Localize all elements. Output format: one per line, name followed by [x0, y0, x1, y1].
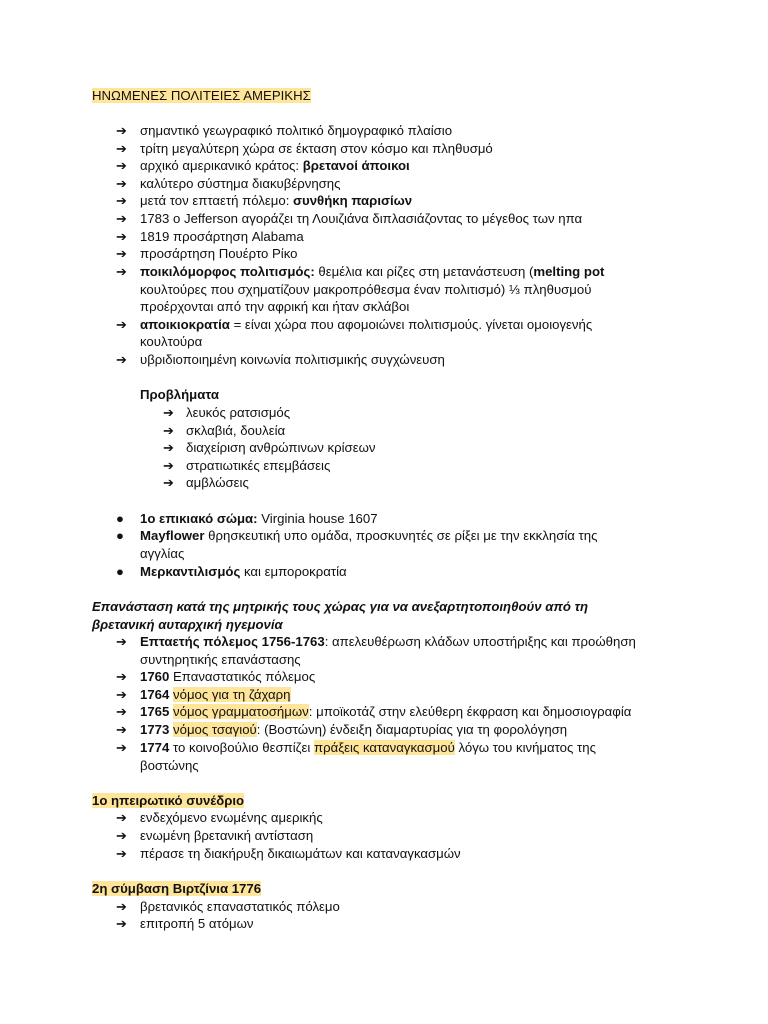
- section-heading: 2η σύμβαση Βιρτζίνια 1776: [92, 881, 262, 896]
- arrow-icon: ➔: [116, 158, 128, 173]
- arrow-icon: ➔: [116, 246, 128, 261]
- list-item-text: διαχείριση ανθρώπινων κρίσεων: [186, 440, 376, 455]
- list-item-text: συντηρητικής επανάστασης: [140, 652, 301, 667]
- list-item-text: μετά τον επταετή πόλεμο: συνθήκη παρισίων: [140, 193, 413, 208]
- list-item-text: 1765 νόμος γραμματοσήμων: μποϊκοτάζ στην ελεύθερη έκφραση και δημοσιογραφία: [140, 704, 632, 719]
- arrow-icon: ➔: [116, 193, 128, 208]
- list-item-text: 1774 το κοινοβούλιο θεσπίζει πράξεις καταναγκασμού λόγω του κινήματος της: [140, 740, 596, 755]
- list-item-text: επιτροπή 5 ατόμων: [140, 916, 254, 931]
- section-heading: βρετανική αυταρχική ηγεμονία: [92, 617, 283, 632]
- arrow-icon: ➔: [116, 810, 128, 825]
- arrow-icon: ➔: [116, 123, 128, 138]
- arrow-icon: ➔: [116, 634, 128, 649]
- arrow-icon: ➔: [116, 828, 128, 843]
- arrow-icon: ➔: [116, 176, 128, 191]
- arrow-icon: ➔: [116, 740, 128, 755]
- list-item-text: ενδεχόμενο ενωμένης αμερικής: [140, 810, 323, 825]
- list-item-text: Επταετής πόλεμος 1756-1763: απελευθέρωση κλάδων υποστήριξης και προώθηση: [140, 634, 636, 649]
- arrow-icon: ➔: [163, 475, 175, 490]
- arrow-icon: ➔: [116, 846, 128, 861]
- list-item-text: βρετανικός επαναστατικός πόλεμο: [140, 899, 340, 914]
- list-item-text: αγγλίας: [140, 546, 185, 561]
- list-item-text: Μερκαντιλισμός και εμπορoκρατία: [140, 564, 347, 579]
- list-item-text: 1819 προσάρτηση Alabama: [140, 229, 304, 244]
- list-item-text: ενωμένη βρετανική αντίσταση: [140, 828, 314, 843]
- list-item-text: κουλτούρες που σχηματίζουν μακροπρόθεσμα έναν πολιτισμό) ⅓ πληθυσμού: [140, 282, 592, 297]
- list-item-text: 1760 Επαναστατικός πόλεμος: [140, 669, 316, 684]
- section-heading: Προβλήματα: [140, 387, 219, 402]
- list-item-text: στρατιωτικές επεμβάσεις: [186, 458, 331, 473]
- arrow-icon: ➔: [116, 211, 128, 226]
- list-item: [116, 122, 127, 140]
- arrow-icon: ➔: [116, 916, 128, 931]
- arrow-icon: ➔: [116, 687, 128, 702]
- list-item-text: αποικιοκρατία = είναι χώρα που αφομοιώνει πολιτισμούς. γίνεται ομοιογενής: [140, 317, 593, 332]
- list-item-text: υβριδιοποιημένη κοινωνία πολιτισμικής συγχώνευση: [140, 352, 445, 367]
- doc-title: [92, 87, 311, 105]
- list-item-text: ποικιλόμορφος πολιτισμός: θεμέλια και ρίζες στη μετανάστευση (melting pot: [140, 264, 605, 279]
- arrow-icon: ➔: [116, 264, 128, 279]
- list-item-text: κουλτούρα: [140, 334, 203, 349]
- arrow-icon: ➔: [163, 423, 175, 438]
- list-item-text: αρχικό αμερικανικό κράτος: βρετανοί άποικοι: [140, 158, 410, 173]
- title-text: ΗΝΩΜΕΝΕΣ ΠΟΛΙΤΕΙΕΣ ΑΜΕΡΙΚΗΣ: [92, 88, 311, 103]
- arrow-icon: ➔: [163, 405, 175, 420]
- arrow-icon: ➔: [116, 141, 128, 156]
- arrow-icon: ➔: [116, 317, 128, 332]
- arrow-icon: ➔: [163, 440, 175, 455]
- bullet-icon: ●: [116, 564, 124, 579]
- list-item-text: Mayflower θρησκευτική υπο ομάδα, προσκυνητές σε ρίξει με την εκκλησία της: [140, 528, 598, 543]
- arrow-icon: ➔: [116, 352, 128, 367]
- list-item-text: βοστώνης: [140, 758, 199, 773]
- list-item-text: σκλαβιά, δουλεία: [186, 423, 286, 438]
- arrow-icon: ➔: [116, 899, 128, 914]
- list-item-text: προσάρτηση Πουέρτο Ρίκο: [140, 246, 298, 261]
- list-item-text: 1773 νόμος τσαγιού: (Βοστώνη) ένδειξη διαμαρτυρίας για τη φορολόγηση: [140, 722, 568, 737]
- arrow-icon: ➔: [163, 458, 175, 473]
- arrow-icon: ➔: [116, 669, 128, 684]
- list-item-text: καλύτερο σύστημα διακυβέρνησης: [140, 176, 341, 191]
- arrow-icon: ➔: [116, 722, 128, 737]
- list-item-text: 1764 νόμος για τη ζάχαρη: [140, 687, 291, 702]
- arrow-icon: ➔: [116, 704, 128, 719]
- list-item-text: αμβλώσεις: [186, 475, 249, 490]
- list-item-text: προέρχονται από την αφρική και ήταν σκλάβοι: [140, 299, 410, 314]
- list-item-text: σημαντικό γεωγραφικό πολιτικό δημογραφικό πλαίσιο: [140, 123, 453, 138]
- list-item-text: 1783 ο Jefferson αγοράζει τη Λουιζιάνα διπλασιάζοντας το μέγεθος των ηπα: [140, 211, 583, 226]
- arrow-icon: ➔: [116, 229, 128, 244]
- list-item-text: τρίτη μεγαλύτερη χώρα σε έκταση στον κόσμο και πληθυσμό: [140, 141, 493, 156]
- list-item-text: πέρασε τη διακήρυξη δικαιωμάτων και καταναγκασμών: [140, 846, 461, 861]
- bullet-icon: ●: [116, 511, 124, 526]
- section-heading: 1ο ηπειρωτικό συνέδριο: [92, 793, 245, 808]
- bullet-icon: ●: [116, 528, 124, 543]
- list-item-text: λευκός ρατσισμός: [186, 405, 291, 420]
- list-item-text: 1ο επικιακό σώμα: Virginia house 1607: [140, 511, 378, 526]
- section-heading: Επανάσταση κατά της μητρικής τους χώρας για να ανεξαρτητοποιηθούν από τη: [92, 599, 589, 614]
